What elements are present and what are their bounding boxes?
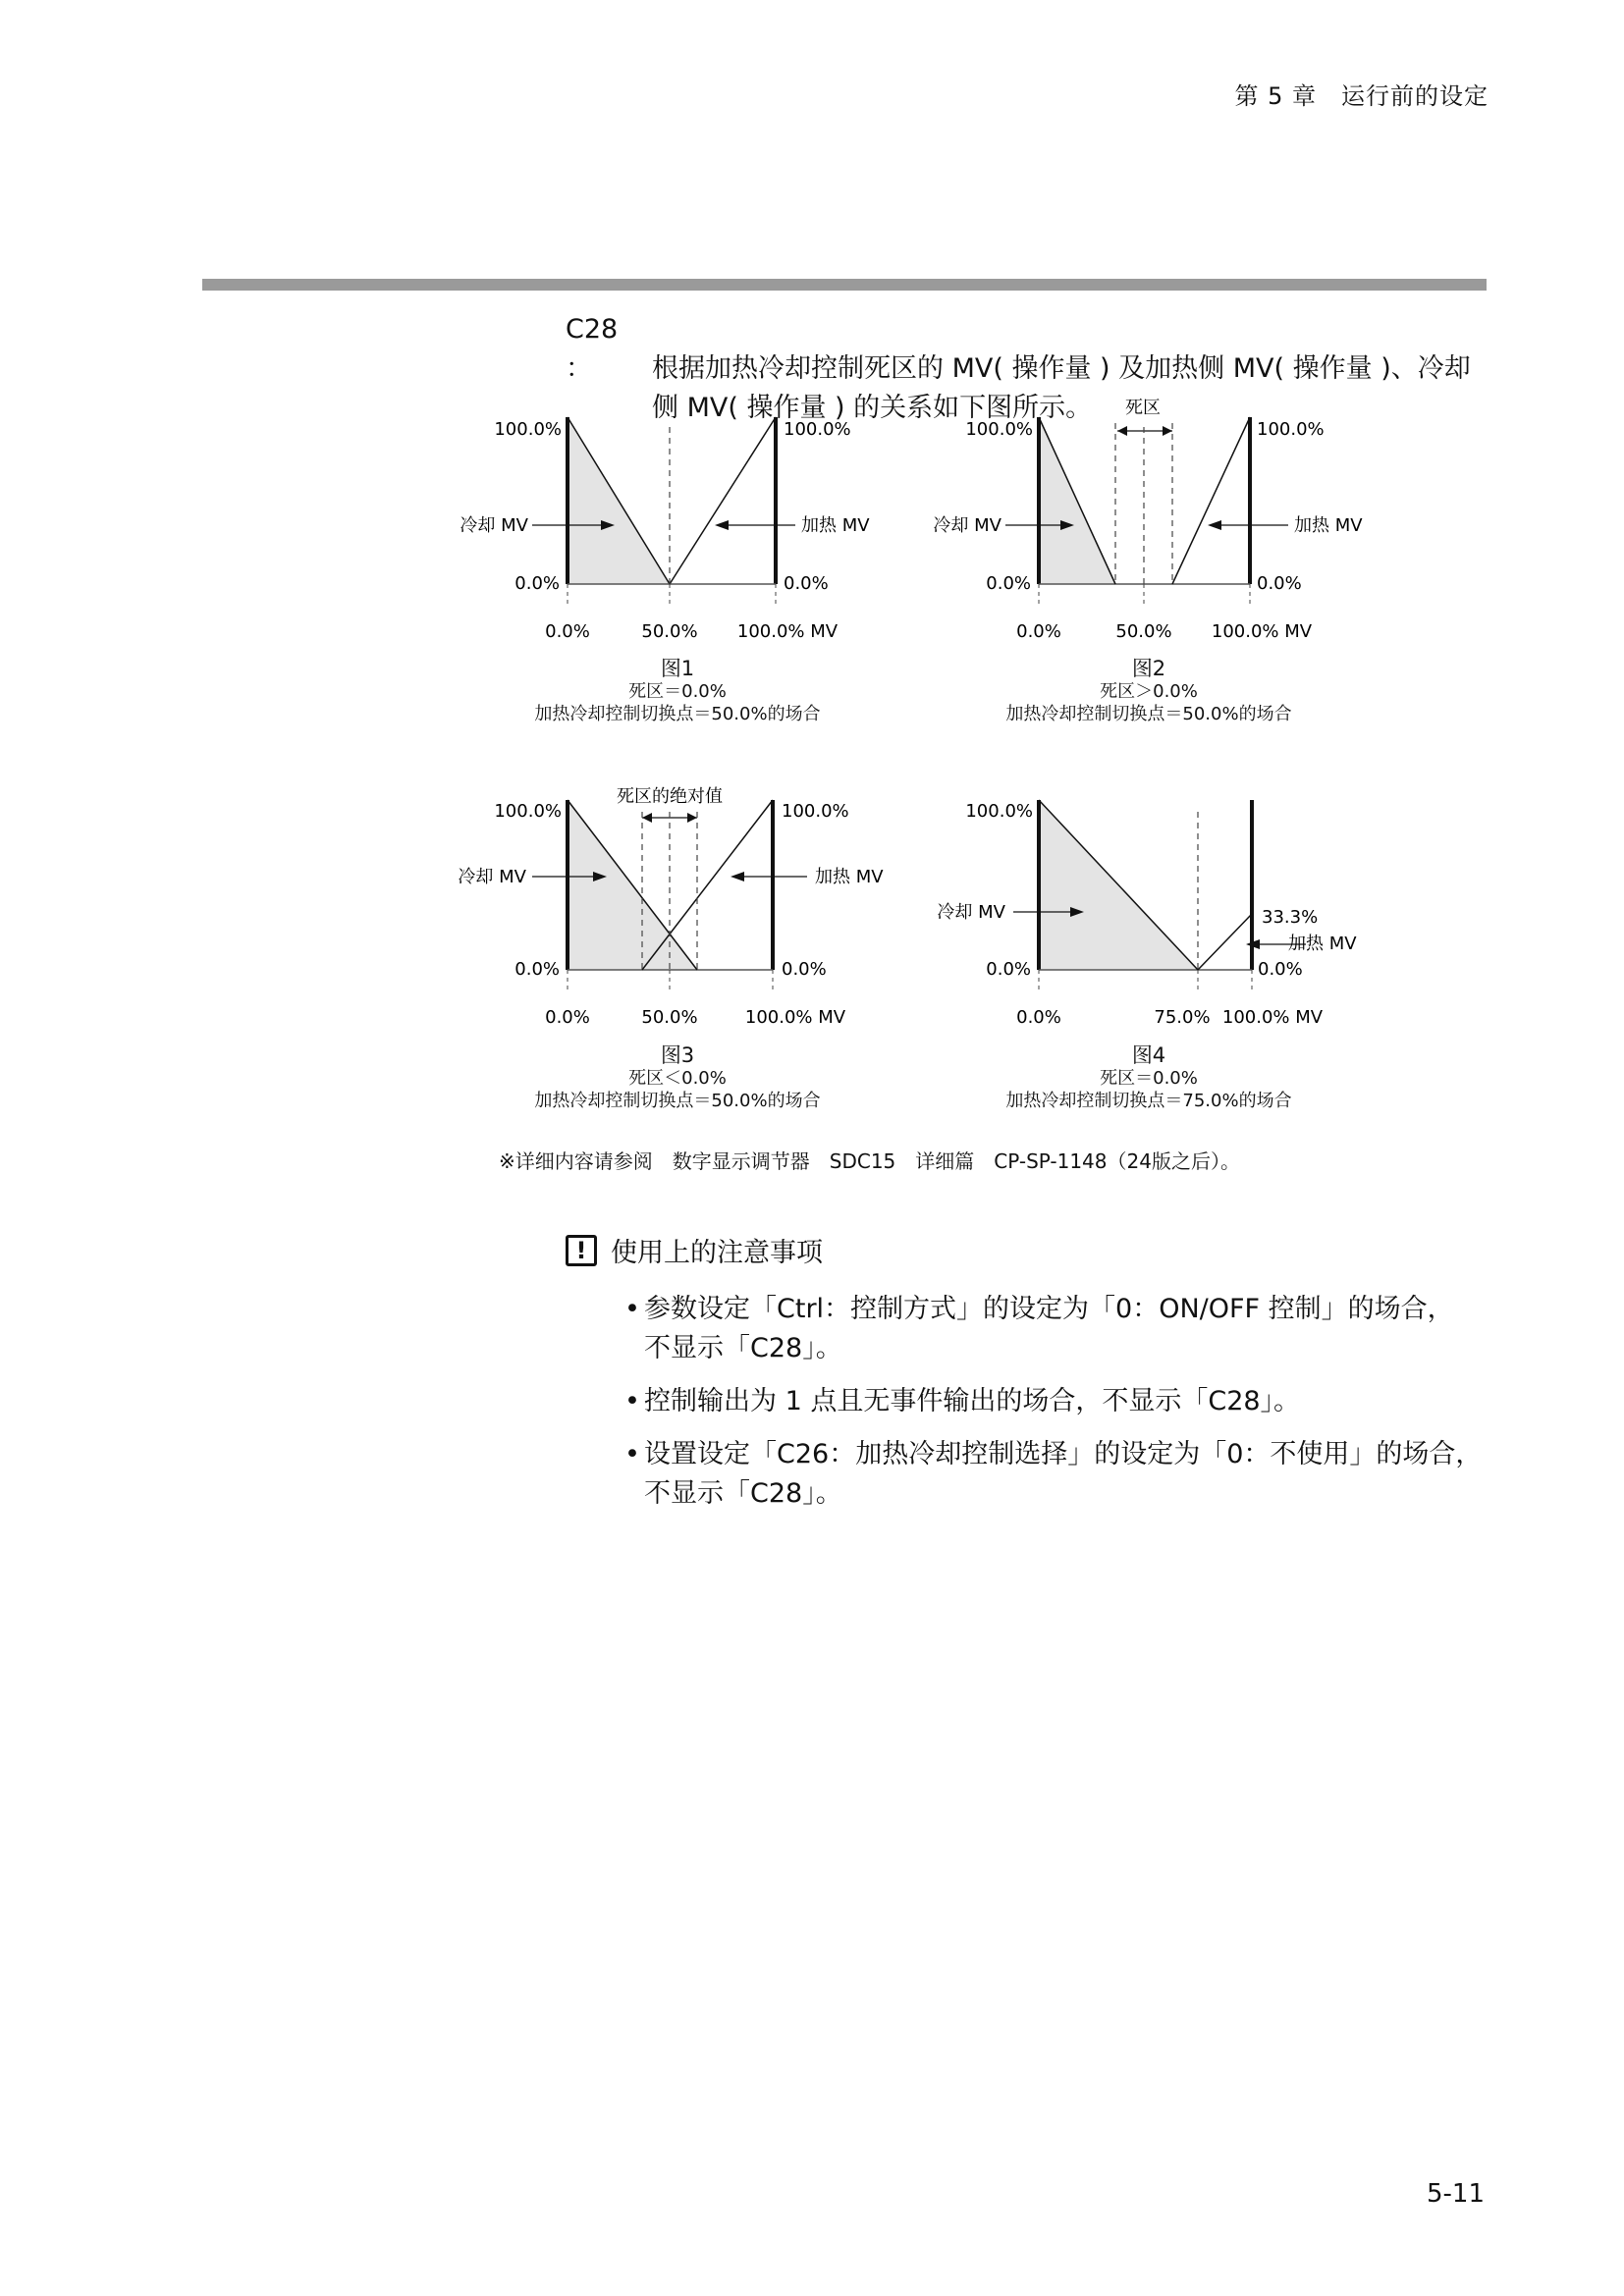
y-bottom-right: 0.0% xyxy=(782,959,827,980)
caution-icon: ! xyxy=(566,1235,597,1266)
list-item xyxy=(624,1382,1489,1421)
y-bottom-right: 0.0% xyxy=(1257,573,1302,594)
figure-4 xyxy=(923,782,1375,1038)
figure-3-title: 图3 xyxy=(660,1043,695,1067)
x-tick-50: 50.0% xyxy=(641,1007,698,1028)
figure-1-caption xyxy=(491,658,864,725)
figure-3-deadband: 死区＜0.0% xyxy=(628,1068,727,1089)
figure-4-title: 图4 xyxy=(1131,1043,1166,1067)
arrow-right-icon xyxy=(687,813,697,823)
figure-2-caption xyxy=(962,658,1335,725)
list-item xyxy=(624,1435,1489,1514)
y-bottom-left: 0.0% xyxy=(986,573,1031,594)
y-top-right: 100.0% xyxy=(784,419,851,440)
y-top-right: 100.0% xyxy=(782,801,849,822)
figure-4-caption xyxy=(962,1044,1335,1112)
heat-mv-line xyxy=(1198,914,1252,970)
arrow-left-icon xyxy=(642,813,652,823)
figure-3 xyxy=(452,782,884,1038)
deadband-abs-label: 死区的绝对值 xyxy=(617,786,723,807)
figure-4-deadband: 死区＝0.0% xyxy=(1100,1068,1198,1089)
reference-note: ※详细内容请参阅 数字显示调节器 SDC15 详细篇 CP-SP-1148（24版之后）。 xyxy=(499,1149,1240,1173)
figure-3-switch: 加热冷却控制切换点＝50.0%的场合 xyxy=(534,1091,821,1111)
caution-list xyxy=(624,1290,1489,1527)
caution-title: 使用上的注意事项 xyxy=(611,1238,823,1268)
figure-1-title: 图1 xyxy=(660,657,695,680)
figure-4-switch: 加热冷却控制切换点＝75.0%的场合 xyxy=(1005,1091,1292,1111)
chapter-header: 第 5 章 运行前的设定 xyxy=(1234,82,1489,110)
cool-mv-label: 冷却 MV xyxy=(458,867,526,887)
intro-line-1: 根据加热冷却控制死区的 MV( 操作量 ) 及加热侧 MV( 操作量 )、冷却 xyxy=(652,353,1471,384)
x-tick-0: 0.0% xyxy=(1016,1007,1061,1028)
y-top-left: 100.0% xyxy=(494,801,562,822)
arrow-left-icon xyxy=(731,872,744,881)
arrow-left-icon xyxy=(1117,426,1127,436)
arrow-right-icon xyxy=(1163,426,1172,436)
y-bottom-right: 0.0% xyxy=(784,573,829,594)
figure-3-graph xyxy=(452,782,884,1038)
heat-mv-line xyxy=(1172,417,1250,584)
deadband-label: 死区 xyxy=(1125,398,1161,418)
heat-end-label: 33.3% xyxy=(1262,907,1319,928)
y-top-left: 100.0% xyxy=(965,419,1033,440)
heat-mv-line xyxy=(670,417,776,584)
arrow-left-icon xyxy=(715,520,729,530)
figure-3-caption xyxy=(491,1044,864,1112)
y-top-right: 100.0% xyxy=(1257,419,1325,440)
figure-1-graph xyxy=(452,398,884,653)
list-item-line: 不显示「C28」。 xyxy=(644,1478,842,1509)
heat-mv-label: 加热 MV xyxy=(1294,515,1363,536)
x-tick-100: 100.0% MV xyxy=(736,621,839,642)
y-top-left: 100.0% xyxy=(965,801,1033,822)
x-tick-100: 100.0% MV xyxy=(744,1007,846,1028)
list-item-line: 不显示「C28」。 xyxy=(644,1333,842,1363)
x-tick-100: 100.0% MV xyxy=(1211,621,1313,642)
cool-mv-label: 冷却 MV xyxy=(933,515,1001,536)
x-tick-0: 0.0% xyxy=(1016,621,1061,642)
x-tick-50: 50.0% xyxy=(1115,621,1172,642)
figure-4-graph xyxy=(923,782,1375,1038)
intro-line-2: 侧 MV( 操作量 ) 的关系如下图所示。 xyxy=(652,393,1093,423)
x-tick-50: 50.0% xyxy=(641,621,698,642)
y-bottom-right: 0.0% xyxy=(1258,959,1303,980)
x-tick-100: 100.0% MV xyxy=(1221,1007,1324,1028)
heat-mv-label: 加热 MV xyxy=(1288,934,1357,954)
section-rule xyxy=(202,279,1487,291)
cool-mv-label: 冷却 MV xyxy=(460,515,528,536)
y-bottom-left: 0.0% xyxy=(514,573,560,594)
heat-mv-line xyxy=(642,800,773,970)
figure-2-switch: 加热冷却控制切换点＝50.0%的场合 xyxy=(1005,704,1292,724)
parameter-label: C28 ： xyxy=(566,314,619,384)
figure-2-deadband: 死区＞0.0% xyxy=(1100,681,1198,702)
figure-1 xyxy=(452,398,884,653)
page-number: 5-11 xyxy=(1426,2179,1485,2209)
list-item-line: • 控制输出为 1 点且无事件输出的场合，不显示「C28」。 xyxy=(644,1386,1301,1416)
figure-2 xyxy=(923,398,1363,653)
figure-2-graph xyxy=(923,398,1363,653)
figure-1-deadband: 死区＝0.0% xyxy=(628,681,727,702)
x-tick-0: 0.0% xyxy=(545,621,590,642)
cool-mv-label: 冷却 MV xyxy=(937,902,1005,923)
list-item-line: • 参数设定「Ctrl：控制方式」的设定为「0：ON/OFF 控制」的场合， xyxy=(644,1294,1454,1324)
heat-mv-label: 加热 MV xyxy=(815,867,884,887)
x-tick-75: 75.0% xyxy=(1154,1007,1211,1028)
caution-heading xyxy=(566,1231,823,1269)
arrow-left-icon xyxy=(1208,520,1221,530)
list-item-line: • 设置设定「C26：加热冷却控制选择」的设定为「0：不使用」的场合， xyxy=(644,1439,1483,1469)
heat-mv-label: 加热 MV xyxy=(801,515,870,536)
y-top-left: 100.0% xyxy=(494,419,562,440)
list-item xyxy=(624,1290,1489,1368)
figure-2-title: 图2 xyxy=(1131,657,1166,680)
y-bottom-left: 0.0% xyxy=(986,959,1031,980)
x-tick-0: 0.0% xyxy=(545,1007,590,1028)
figure-1-switch: 加热冷却控制切换点＝50.0%的场合 xyxy=(534,704,821,724)
y-bottom-left: 0.0% xyxy=(514,959,560,980)
